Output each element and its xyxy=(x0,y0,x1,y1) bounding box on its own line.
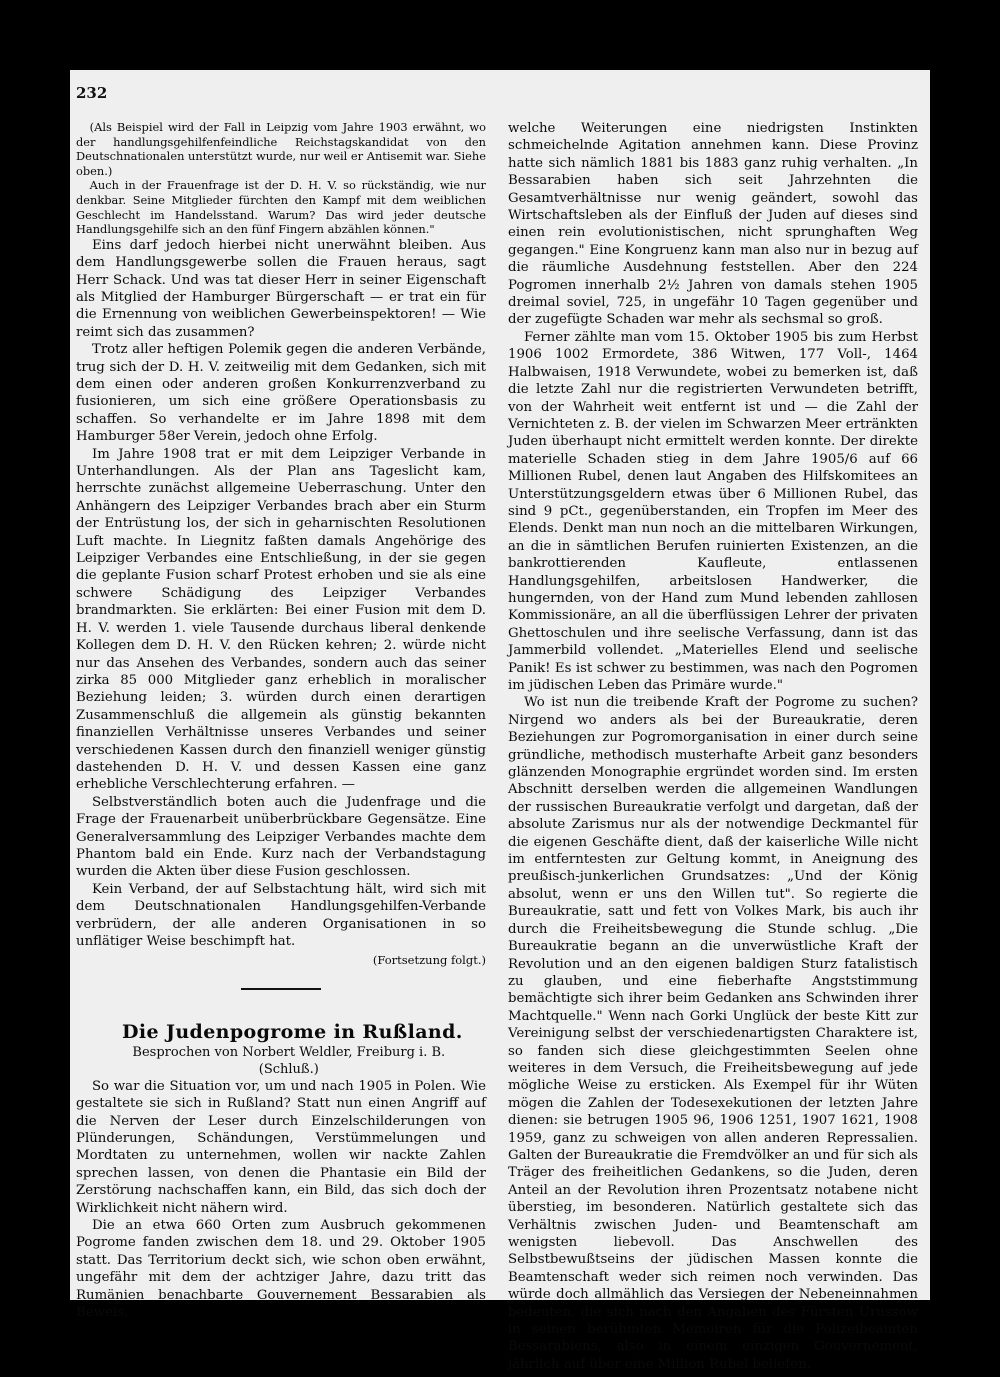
body-paragraph: welche Weiterungen eine niedrigsten Instinkten schmeichelnde Agitation annehmen kann. Diese Provinz hatte sich nämlich 1881 bis 1883 ganz ruhig verhalten. „In Bessarabien haben sich seit Jahrzehnten die Gesamtverhältnisse nur wenig geändert, sowohl das Wirtschaftsleben als der Einfluß der Juden auf dieses sind einen rein evolutionistischen, nicht sprunghaften Weg gegangen." Eine Kongruenz kann man also nur in bezug auf die räumliche Ausdehnung feststellen. Aber den 224 Pogromen innerhalb 2½ Jahren von damals stehen 1905 dreimal soviel, 725, in ungefähr 10 Tagen gegenüber und der zugefügte Schaden war mehr als sechsmal so groß. xyxy=(508,121,918,328)
body-paragraph: Die an etwa 660 Orten zum Ausbruch gekommenen Pogrome fanden zwischen dem 18. und 29. Oktober 1905 statt. Das Territorium deckt sich, wie schon oben erwähnt, ungefähr mit dem der achtziger Jahre, dazu tritt das Rumänien benachbarte Gouvernement Bessarabien als Beweis, xyxy=(76,1218,486,1321)
body-paragraph: Eins darf jedoch hierbei nicht unerwähnt bleiben. Aus dem Handlungsgewerbe sollen die Frauen heraus, sagt Herr Schack. Und was tat dieser Herr in seiner Eigenschaft als Mitglied der Hamburger Bürgerschaft — er trat ein für die Ernennung von weiblichen Gewerbeinspektoren! — Wie reimt sich das zusammen? xyxy=(76,237,486,340)
continuation-note: (Fortsetzung folgt.) xyxy=(372,953,486,968)
body-paragraph: Trotz aller heftigen Polemik gegen die anderen Verbände, trug sich der D. H. V. zeitweilig mit dem Gedanken, sich mit dem einen oder anderen großen Konkurrenzverband zu fusionieren, um sich eine größere Operationsbasis zu schaffen. So verhandelte er im Jahre 1898 mit dem Hamburger 58er Verein, jedoch ohne Erfolg. xyxy=(76,342,486,445)
note-paragraph: Auch in der Frauenfrage ist der D. H. V. so rückständig, wie nur denkbar. Seine Mitglieder fürchten den Kampf mit dem weiblichen Geschlecht im Handelsstand. Warum? Das wird jeder deutsche Handlungsgehilfe sich an den fünf Fingern abzählen können." xyxy=(76,178,486,237)
article-title: Die Judenpogrome in Rußland. xyxy=(122,1020,463,1043)
body-paragraph: Wo ist nun die treibende Kraft der Pogrome zu suchen? Nirgend wo anders als bei der Bureaukratie, deren Beziehungen zur Pogromorganisation in einer durch seine gründliche, methodisch musterhafte Arbeit ganz besonders glänzenden Monographie ergründet worden sind. Im ersten Abschnitt derselben werden die allgemeinen Wandlungen der russischen Bureaukratie verfolgt und dargetan, daß der absolute Zarismus nur als der notwendige Deckmantel für die eigenen Geschäfte dient, daß der kaiserliche Wille nicht im entferntesten zur Geltung kommt, in Aneignung des preußisch-junkerlichen Grundsatzes: „Und der König absolut, wenn er uns den Willen tut". So regierte die Bureaukratie, satt und fett von Volkes Mark, bis auch ihr durch die Freiheitsbewegung die Stunde schlug. „Die Bureaukratie begann an die unverwüstliche Kraft der Revolution und an den eigenen baldigen Sturz fatalistisch zu glauben, und eine fieberhafte Angststimmung bemächtigte sich ihrer beim Gedanken ans Schwinden ihrer Machtquelle." Wenn nach Gorki Unglück der beste Kitt zur Vereinigung selbst der verschiedenartigsten Charaktere ist, so fanden sich diese gleichgestimmten Seelen ohne weiteres in dem Versuch, die Freiheitsbewegung auf jede mögliche Weise zu ersticken. Als Exempel für ihr Wüten mögen die Zahlen der Todesexekutionen der letzten Jahre dienen: sie betrugen 1905 96, 1906 1251, 1907 1621, 1908 1959, ganz zu schweigen von allen anderen Repressalien. Galten der Bureaukratie die Fremdvölker an und für sich als Träger des freiheitlichen Gedankens, so die Juden, deren Anteil an der Revolution ihren Prozentsatz notabene nicht überstieg, im besonderen. Natürlich gestaltete sich das Verhältnis zwischen Juden- und Beamtenschaft am wenigsten liebevoll. Das Anschwellen des Selbstbewußtseins der jüdischen Massen konnte die Beamtenschaft weder sich reimen noch verwinden. Das würde doch allmählich das Versiegen der Nebeneinnahmen bedeuten, die sich nach den Angaben des Fürsten Urussow in seinen berühmten Memoiren für die Polizeibeamten Bessarabiens, also in einem einzigen Gouvernement, jährlich auf über eine Million Rubel beliefen. xyxy=(508,695,918,1372)
article-byline: Besprochen von Norbert Weldler, Freiburg i. B. xyxy=(132,1044,446,1060)
body-paragraph: Ferner zählte man vom 15. Oktober 1905 bis zum Herbst 1906 1002 Ermordete, 386 Witwen, 177 Voll-, 1464 Halbwaisen, 1918 Verwundete, wobei zu bemerken ist, daß die letzte Zahl nur die registrierten Verwundeten betrifft, von der Wahrheit weit entfernt ist und — die Zahl der Vernichteten z. B. der vielen im Schwarzen Meer ertränkten Juden überhaupt nicht ermittelt werden konnte. Der direkte materielle Schaden stieg in dem Jahre 1905/6 auf 66 Millionen Rubel, denen laut Angaben des Hilfskomitees an Unterstützungsgeldern etwas über 6 Millionen Rubel, das sind 9 pCt., gegenüberstanden, ein Tropfen im Meer des Elends. Denkt man nun noch an die mittelbaren Wirkungen, an die in sämtlichen Berufen ruinierten Existenzen, an die bankrottierenden Kaufleute, entlassenen Handlungsgehilfen, arbeitslosen Handwerker, die hungernden, von der Hand zum Mund lebenden zahllosen Kommissionäre, an all die überflüssigen Lehrer der privaten Ghettoschulen und ihre seelische Verfassung, dann ist das Jammerbild vollendet. „Materielles Elend und seelische Panik! Es ist schwer zu bestimmen, was nach den Pogromen im jüdischen Leben das Primäre wurde." xyxy=(508,329,918,693)
body-paragraph: Im Jahre 1908 trat er mit dem Leipziger Verbande in Unterhandlungen. Als der Plan ans Tageslicht kam, herrschte zunächst allgemeine Ueberraschung. Unter den Anhängern des Leipziger Verbandes brach aber ein Sturm der Entrüstung los, der sich in geharnischten Resolutionen Luft machte. In Liegnitz faßten damals Angehörige des Leipziger Verbandes eine Entschließung, in der sie gegen die geplante Fusion scharf Protest erhoben und sie als eine schwere Schädigung des Leipziger Verbandes brandmarkten. Sie erklärten: Bei einer Fusion mit dem D. H. V. werden 1. viele Tausende durchaus liberal denkende Kollegen dem D. H. V. den Rücken kehren; 2. würde nicht nur das Ansehen des Verbandes, sondern auch das seiner zirka 85 000 Mitglieder ganz erheblich in moralischer Beziehung leiden; 3. würden durch einen derartigen Zusammenschluß die allgemein als günstig bekannten finanziellen Verhältnisse unseres Verbandes und seiner verschiedenen Kassen durch den finanziell weniger günstig dastehenden D. H. V. und dessen Kassen eine ganz erhebliche Verschlechterung erfahren. — xyxy=(76,446,486,793)
article-part: (Schluß.) xyxy=(258,1061,319,1077)
section-divider xyxy=(241,988,321,990)
note-paragraph: (Als Beispiel wird der Fall in Leipzig vom Jahre 1903 erwähnt, wo der handlungsgehilfenfeindliche Reichstagskandidat von den Deutschnationalen unterstützt wurde, nur weil er Antisemit war. Siehe oben.) xyxy=(76,120,486,178)
body-paragraph: Kein Verband, der auf Selbstachtung hält, wird sich mit dem Deutschnationalen Handlungsgehilfen-Verbande verbrüdern, der alle anderen Organisationen in so unflätiger Weise beschimpft hat. xyxy=(76,881,486,949)
quoted-notes xyxy=(76,120,486,237)
body-paragraph: So war die Situation vor, um und nach 1905 in Polen. Wie gestaltete sie sich in Rußland? Statt nun einen Angriff auf die Nerven der Leser durch Einzelschilderungen von Plünderungen, Schändungen, Verstümmelungen und Mordtaten zu unternehmen, wollen wir nackte Zahlen sprechen lassen, von denen die Phantasie ein Bild der Zerstörung nachschaffen kann, ein Bild, das sich doch der Wirklichkeit nicht nähern wird. xyxy=(76,1078,486,1216)
right-column xyxy=(508,120,918,1373)
body-paragraph: Selbstverständlich boten auch die Judenfrage und die Frage der Frauenarbeit unüberbrückbare Gegensätze. Eine Generalversammlung des Leipziger Verbandes machte dem Phantom bald ein Ende. Kurz nach der Verbandstagung wurden die Akten über diese Fusion geschlossen. xyxy=(76,794,486,880)
left-column xyxy=(76,120,486,1322)
page-number: 232 xyxy=(76,84,108,102)
